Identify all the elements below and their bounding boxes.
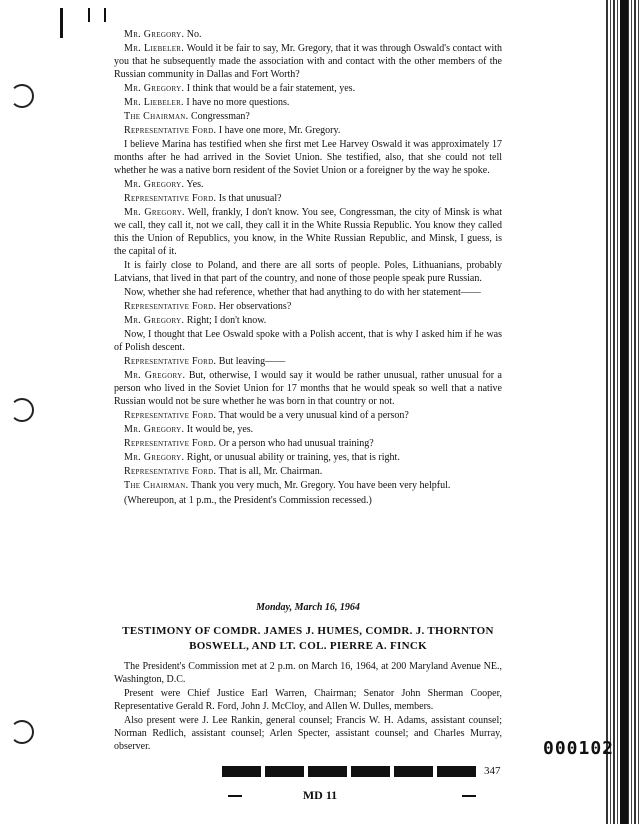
transcript-paragraph — [114, 465, 502, 478]
speaker-name: Representative Ford. — [124, 193, 217, 204]
footer-code: MD 11 — [302, 788, 338, 802]
speaker-name: The Chairman. — [124, 480, 189, 491]
transcript-paragraph — [114, 206, 502, 258]
transcript-paragraph — [114, 328, 502, 354]
transcript-paragraph — [114, 314, 502, 327]
transcript-paragraph — [114, 300, 502, 313]
footer-dash — [462, 795, 476, 797]
session-paragraph: Present were Chief Justice Earl Warren, Chairman; Senator John Sherman Cooper, Representative Gerald R. Ford, John J. McCloy, and Allen W. Dulles, members. — [114, 688, 502, 712]
session-body — [114, 660, 502, 754]
transcript-paragraph — [114, 124, 502, 137]
transcript-paragraph — [114, 192, 502, 205]
margin-tick — [104, 8, 106, 22]
speaker-name: Mr. Gregory. — [124, 424, 185, 435]
punch-hole — [10, 398, 34, 422]
speaker-name: Mr. Gregory. — [124, 207, 185, 218]
transcript-paragraph — [114, 409, 502, 422]
paragraph-text: Right; I don't know. — [184, 315, 267, 326]
paragraph-text: I think that would be a fair statement, yes. — [184, 83, 356, 94]
speaker-name: Mr. Gregory. — [124, 29, 185, 40]
transcript-paragraph — [114, 110, 502, 123]
punch-hole — [10, 720, 34, 744]
document-stamp: 000102 — [543, 738, 615, 759]
paragraph-text: I have one more, Mr. Gregory. — [216, 125, 341, 136]
speaker-name: Mr. Liebeler. — [124, 97, 184, 108]
session-paragraph: The President's Commission met at 2 p.m. on March 16, 1964, at 200 Maryland Avenue NE., Washington, D.C. — [114, 661, 502, 685]
paragraph-text: Would it be fair to say, Mr. Gregory, that it was through Oswald's contact with you that he subsequently made the association with and contact with the other members of the Russian community in Dallas and Fort Worth? — [114, 43, 503, 80]
paragraph-text: That is all, Mr. Chairman. — [216, 466, 323, 477]
transcript-paragraph — [114, 138, 502, 177]
paragraph-text: Thank you very much, Mr. Gregory. You have been very helpful. — [188, 480, 451, 491]
transcript-paragraph — [114, 479, 502, 492]
session-paragraph: Also present were J. Lee Rankin, general counsel; Francis W. H. Adams, assistant counsel; Norman Redlich, assistant counsel; Arlen Specter, assistant counsel; and Charles Murray, observer. — [114, 715, 502, 752]
speaker-name: Representative Ford. — [124, 410, 217, 421]
page-number: 347 — [484, 765, 501, 777]
transcript-paragraph — [114, 82, 502, 95]
paragraph-text: Or a person who had unusual training? — [216, 438, 374, 449]
speaker-name: The Chairman. — [124, 111, 189, 122]
speaker-name: Representative Ford. — [124, 438, 217, 449]
recess-note: (Whereupon, at 1 p.m., the President's Commission recessed.) — [124, 495, 372, 506]
paragraph-text: Congressman? — [188, 111, 250, 122]
transcript-paragraph — [114, 259, 502, 285]
footer-bar — [222, 766, 476, 777]
speaker-name: Representative Ford. — [124, 466, 217, 477]
paragraph-text: Now, whether she had reference, whether that had anything to do with her statement—— — [124, 287, 481, 298]
paragraph-text: But, otherwise, I would say it would be rather unusual, rather unusual for a person who lived in the Soviet Union for 17 months that he would speak so well that a native Russian would not be sure whether he was born in that country or not. — [114, 370, 502, 407]
paragraph-text: No. — [184, 29, 202, 40]
margin-tick — [88, 8, 90, 22]
paragraph-text: I have no more questions. — [183, 97, 290, 108]
transcript-paragraph — [114, 369, 502, 408]
paragraph-text: But leaving—— — [216, 356, 286, 367]
speaker-name: Mr. Gregory. — [124, 179, 185, 190]
transcript-paragraph — [114, 178, 502, 191]
transcript-paragraph — [114, 355, 502, 368]
punch-hole — [10, 84, 34, 108]
speaker-name: Mr. Gregory. — [124, 452, 185, 463]
speaker-name: Mr. Gregory. — [124, 315, 185, 326]
speaker-name: Representative Ford. — [124, 301, 217, 312]
transcript-paragraph — [114, 286, 502, 299]
paragraph-text: Right, or unusual ability or training, yes, that is right. — [184, 452, 400, 463]
margin-mark — [60, 8, 63, 38]
transcript-paragraph — [114, 451, 502, 464]
transcript-paragraph — [114, 437, 502, 450]
paragraph-text: Now, I thought that Lee Oswald spoke with a Polish accent, that is why I asked him if he was of Polish descent. — [114, 329, 502, 353]
paragraph-text: Is that unusual? — [216, 193, 282, 204]
paragraph-text: That would be a very unusual kind of a person? — [216, 410, 409, 421]
transcript-paragraph — [114, 96, 502, 109]
speaker-name: Representative Ford. — [124, 356, 217, 367]
scan-edge-band — [620, 0, 628, 824]
paragraph-text: I believe Marina has testified when she first met Lee Harvey Oswald it was approximately 17 months after he had arrived in the Soviet Union. She testified, also, that she could not tell whether he was a native born resident of the Soviet Union or a foreigner by the way he spoke. — [114, 139, 502, 176]
transcript-paragraph — [114, 423, 502, 436]
transcript-paragraph — [114, 42, 502, 81]
speaker-name: Mr. Gregory. — [124, 370, 186, 381]
transcript-paragraph — [114, 28, 502, 41]
paragraph-text: It is fairly close to Poland, and there are all sorts of people. Poles, Lithuanians, probably Latvians, that lived in that part of the country, and none of those people speak pure Russian. — [114, 260, 502, 284]
speaker-name: Representative Ford. — [124, 125, 217, 136]
speaker-name: Mr. Gregory. — [124, 83, 185, 94]
paragraph-text: It would be, yes. — [184, 424, 254, 435]
session-date: Monday, March 16, 1964 — [256, 602, 360, 613]
testimony-heading: TESTIMONY OF COMDR. JAMES J. HUMES, COMDR. J. THORNTON BOSWELL, AND LT. COL. PIERRE A. FINCK — [122, 625, 494, 652]
paragraph-text: Well, frankly, I don't know. You see, Congressman, the city of Minsk is what we call, they call it, not we call, they call it in the White Russia Republic. You know they called this the Union of Republics, you know, in the White Russian Republic, and Minsk, I guess, is the capital of it. — [114, 207, 503, 257]
paragraph-text: Her observations? — [216, 301, 292, 312]
speaker-name: Mr. Liebeler. — [124, 43, 185, 54]
transcript-body — [114, 28, 502, 508]
paragraph-text: Yes. — [184, 179, 204, 190]
